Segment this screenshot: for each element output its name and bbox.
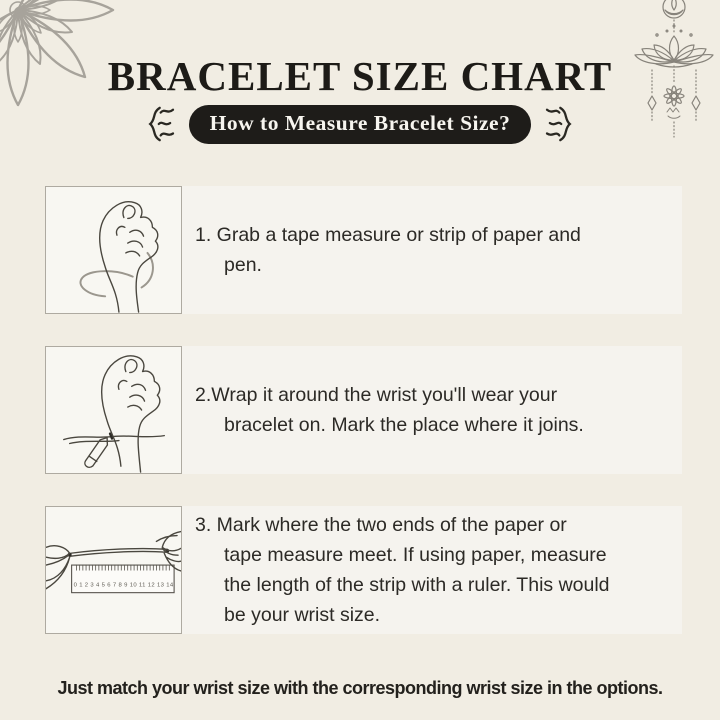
- step3-illustration-box: [45, 506, 182, 634]
- step-row-1: [45, 186, 682, 314]
- step1-illustration-box: [45, 186, 182, 314]
- fist-hand-bracelet-illustration: [46, 187, 181, 313]
- step3-text: [182, 506, 682, 634]
- subtitle-row: [0, 103, 720, 145]
- step1-line1: 1. Grab a tape measure or strip of paper and: [195, 224, 581, 246]
- step3-line1: 3. Mark where the two ends of the paper or: [195, 514, 567, 536]
- step2-line1: 2.Wrap it around the wrist you'll wear your: [195, 384, 558, 406]
- footer-note: Just match your wrist size with the corresponding wrist size in the options.: [57, 678, 663, 698]
- step2-text: [182, 346, 682, 474]
- step3-line3: the length of the strip with a ruler. This would: [224, 574, 610, 596]
- step1-text: [182, 186, 682, 314]
- step2-line2: bracelet on. Mark the place where it joins.: [224, 414, 584, 436]
- page-title: BRACELET SIZE CHART: [107, 53, 613, 99]
- pen-marking-wrist-illustration: [46, 347, 181, 473]
- step1-line2: pen.: [224, 254, 262, 276]
- flourish-left-icon: [147, 105, 180, 143]
- step-row-3: [45, 506, 682, 634]
- step-row-2: [45, 346, 682, 474]
- step3-line2: tape measure meet. If using paper, measure: [224, 544, 607, 566]
- flourish-right-icon: [540, 105, 573, 143]
- ruler-measure-illustration: [46, 507, 181, 633]
- subtitle-badge: How to Measure Bracelet Size?: [189, 105, 532, 144]
- ruler-numbers: 0 1 2 3 4 5 6 7 8 9 10 11 12 13 14: [73, 582, 174, 589]
- step2-illustration-box: [45, 346, 182, 474]
- step3-line4: be your wrist size.: [224, 604, 381, 626]
